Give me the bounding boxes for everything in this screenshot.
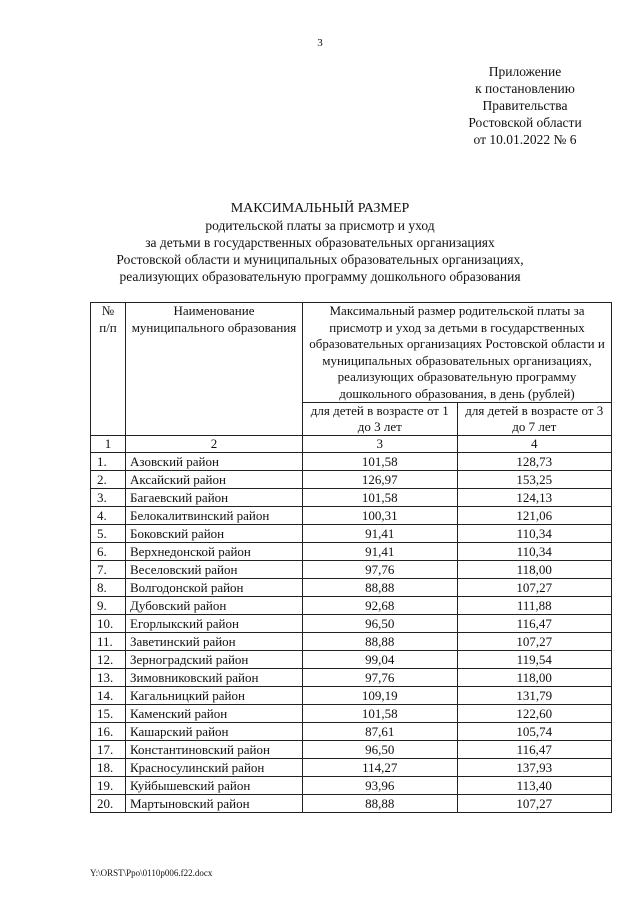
fee-age-3-7: 110,34 [457,525,612,543]
table-row [91,597,612,615]
district-name: Волгодонской район [126,579,303,597]
appendix-line: от 10.01.2022 № 6 [473,132,577,147]
district-name: Куйбышевский район [126,777,303,795]
district-name: Азовский район [126,453,303,471]
appendix-block [430,63,620,148]
fee-age-1-3: 91,41 [303,525,458,543]
fee-age-1-3: 99,04 [303,651,458,669]
table-row [91,453,612,471]
district-name: Верхнедонской район [126,543,303,561]
fee-age-1-3: 97,76 [303,669,458,687]
fee-age-3-7: 121,06 [457,507,612,525]
document-title [80,200,560,285]
fee-age-3-7: 113,40 [457,777,612,795]
row-number: 10. [91,615,126,633]
fee-age-3-7: 116,47 [457,741,612,759]
column-number: 1 [91,436,126,453]
fee-age-1-3: 88,88 [303,579,458,597]
fee-age-1-3: 97,76 [303,561,458,579]
column-number: 4 [457,436,612,453]
appendix-line: Приложение [488,64,562,79]
fee-age-3-7: 110,34 [457,543,612,561]
column-number-row [91,436,612,453]
table-row [91,795,612,813]
fee-age-1-3: 92,68 [303,597,458,615]
row-number: 17. [91,741,126,759]
header-fee: Максимальный размер родительской платы за присмотр и уход за детьми в государственных образовательных организациях Ростовской области и муниципальных образовательных организациях, реализующих образовательную программу дошкольного образования, в день (рублей) [303,303,612,403]
table-row [91,669,612,687]
fee-age-1-3: 100,31 [303,507,458,525]
district-name: Дубовский район [126,597,303,615]
fee-age-3-7: 107,27 [457,795,612,813]
header-name: Наименование муниципального образования [126,303,303,436]
fee-table [90,302,612,813]
file-path-footer: Y:\ORST\Ppo\0110p006.f22.docx [90,868,213,878]
row-number: 1. [91,453,126,471]
district-name: Багаевский район [126,489,303,507]
table-row [91,489,612,507]
appendix-line: к постановлению [475,81,575,96]
table-row [91,543,612,561]
header-age-3-7: для детей в возрасте от 3 до 7 лет [457,403,612,436]
row-number: 11. [91,633,126,651]
fee-age-3-7: 119,54 [457,651,612,669]
appendix-line: Ростовской области [468,115,582,130]
row-number: 7. [91,561,126,579]
fee-age-1-3: 126,97 [303,471,458,489]
district-name: Егорлыкский район [126,615,303,633]
table-row [91,705,612,723]
table-row [91,615,612,633]
fee-age-1-3: 114,27 [303,759,458,777]
fee-age-1-3: 96,50 [303,615,458,633]
fee-age-1-3: 101,58 [303,489,458,507]
fee-age-3-7: 118,00 [457,669,612,687]
table-row [91,723,612,741]
table-row [91,633,612,651]
row-number: 9. [91,597,126,615]
row-number: 6. [91,543,126,561]
district-name: Кагальницкий район [126,687,303,705]
table-row [91,561,612,579]
fee-age-1-3: 88,88 [303,633,458,651]
fee-age-1-3: 101,58 [303,705,458,723]
fee-age-1-3: 93,96 [303,777,458,795]
row-number: 20. [91,795,126,813]
district-name: Заветинский район [126,633,303,651]
row-number: 8. [91,579,126,597]
fee-age-3-7: 153,25 [457,471,612,489]
district-name: Белокалитвинский район [126,507,303,525]
fee-age-1-3: 87,61 [303,723,458,741]
fee-age-3-7: 111,88 [457,597,612,615]
header-age-1-3: для детей в возрасте от 1 до 3 лет [303,403,458,436]
row-number: 5. [91,525,126,543]
title-line: родительской платы за присмотр и уход [205,218,435,233]
row-number: 15. [91,705,126,723]
row-number: 4. [91,507,126,525]
row-number: 3. [91,489,126,507]
table-row [91,741,612,759]
row-number: 18. [91,759,126,777]
district-name: Красносулинский район [126,759,303,777]
fee-age-3-7: 107,27 [457,579,612,597]
district-name: Каменский район [126,705,303,723]
table-row [91,471,612,489]
fee-age-1-3: 88,88 [303,795,458,813]
header-num: № п/п [91,303,126,436]
column-number: 3 [303,436,458,453]
district-name: Зерноградский район [126,651,303,669]
title-line: за детьми в государственных образовательных организациях [145,235,495,250]
district-name: Мартыновский район [126,795,303,813]
fee-age-1-3: 96,50 [303,741,458,759]
row-number: 14. [91,687,126,705]
district-name: Зимовниковский район [126,669,303,687]
fee-age-1-3: 109,19 [303,687,458,705]
fee-age-3-7: 128,73 [457,453,612,471]
row-number: 19. [91,777,126,795]
fee-age-1-3: 91,41 [303,543,458,561]
title-line: Ростовской области и муниципальных образовательных организациях, [116,252,524,267]
page-number: 3 [317,37,323,49]
fee-age-3-7: 137,93 [457,759,612,777]
fee-age-3-7: 124,13 [457,489,612,507]
table-row [91,777,612,795]
column-number: 2 [126,436,303,453]
row-number: 13. [91,669,126,687]
appendix-line: Правительства [482,98,568,113]
district-name: Аксайский район [126,471,303,489]
district-name: Боковский район [126,525,303,543]
fee-age-3-7: 131,79 [457,687,612,705]
district-name: Константиновский район [126,741,303,759]
fee-age-3-7: 118,00 [457,561,612,579]
fee-age-3-7: 107,27 [457,633,612,651]
table-row [91,507,612,525]
fee-age-3-7: 116,47 [457,615,612,633]
row-number: 2. [91,471,126,489]
table-row [91,687,612,705]
title-line: реализующих образовательную программу дошкольного образования [119,269,521,284]
fee-age-1-3: 101,58 [303,453,458,471]
row-number: 16. [91,723,126,741]
table-row [91,759,612,777]
title-main: МАКСИМАЛЬНЫЙ РАЗМЕР [230,201,410,216]
district-name: Кашарский район [126,723,303,741]
table-row [91,579,612,597]
table-row [91,525,612,543]
fee-age-3-7: 105,74 [457,723,612,741]
table-row [91,651,612,669]
district-name: Веселовский район [126,561,303,579]
fee-age-3-7: 122,60 [457,705,612,723]
row-number: 12. [91,651,126,669]
